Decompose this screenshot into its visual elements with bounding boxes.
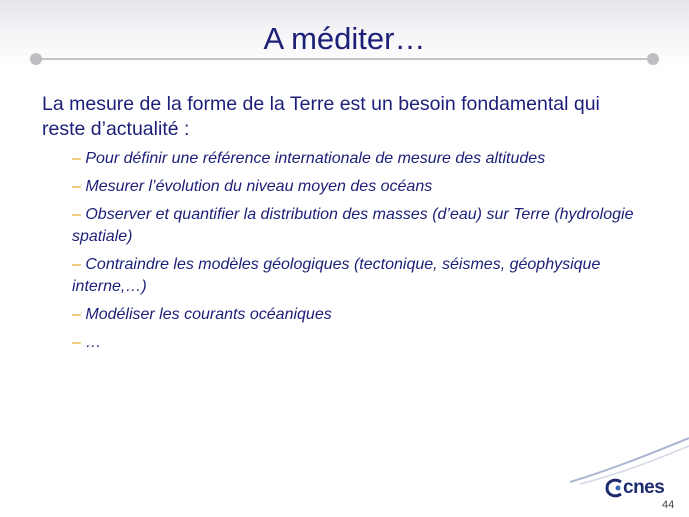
cnes-logo-icon: [605, 478, 623, 498]
bullet-dash: –: [72, 206, 81, 223]
slide-title: A méditer…: [263, 21, 426, 56]
lead-paragraph: La mesure de la forme de la Terre est un besoin fondamental qui reste d’actualité :: [42, 93, 600, 140]
bullet-text: Modéliser les courants océaniques: [85, 306, 332, 323]
bullet-dash: –: [72, 306, 81, 323]
bullet-text: Contraindre les modèles géologiques (tectonique, séismes, géophysique interne,…): [72, 256, 601, 295]
list-item: [72, 176, 642, 198]
cnes-logo: [605, 478, 665, 500]
title-divider: [40, 58, 652, 60]
logo-text: cnes: [623, 477, 665, 498]
page-number: 44: [662, 499, 675, 511]
list-item: [72, 204, 642, 248]
list-item: [72, 254, 642, 298]
bullet-text: Pour définir une référence internationale de mesure des altitudes: [85, 150, 546, 167]
divider-dot-right: [647, 53, 659, 65]
bullet-dash: –: [72, 150, 81, 167]
slide-content: [42, 92, 642, 360]
bullet-text: Mesurer l’évolution du niveau moyen des océans: [85, 178, 433, 195]
bullet-dash: –: [72, 256, 81, 273]
list-item: [72, 304, 642, 326]
bullet-text: …: [85, 334, 102, 351]
bullet-dash: –: [72, 334, 81, 351]
bullet-text: Observer et quantifier la distribution des masses (d’eau) sur Terre (hydrologie spatiale): [72, 206, 634, 245]
list-item: [72, 148, 642, 170]
divider-dot-left: [30, 53, 42, 65]
bullet-list: [42, 148, 642, 354]
list-item: [72, 332, 642, 354]
bullet-dash: –: [72, 178, 81, 195]
